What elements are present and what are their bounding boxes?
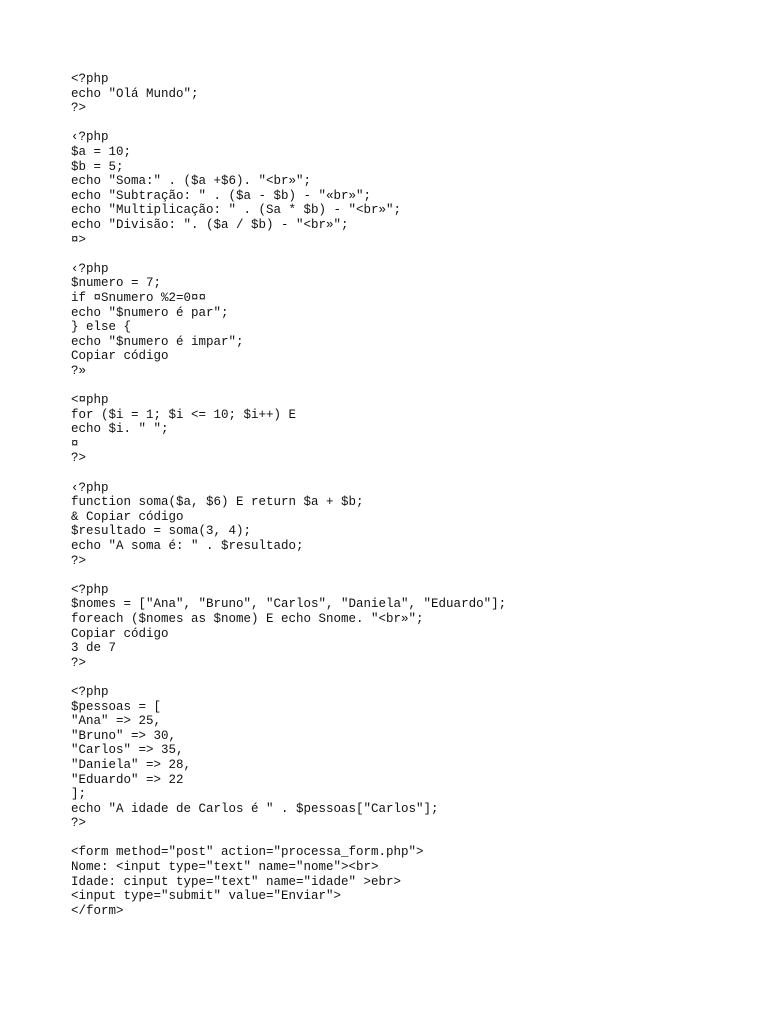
- code-line: $nomes = ["Ana", "Bruno", "Carlos", "Daniela", "Eduardo"];: [71, 597, 507, 612]
- code-listing: [71, 72, 751, 933]
- code-line: echo "Multiplicação: " . (Sa * $b) - "<br»";: [71, 203, 402, 218]
- code-block: [71, 262, 751, 379]
- code-line: ?>: [71, 101, 87, 116]
- code-block: [71, 481, 751, 569]
- code-line: $a = 10;: [71, 144, 132, 159]
- code-line: if ¤Snumero %2=0¤¤: [71, 290, 207, 305]
- code-line: Nome: <input type="text" name="nome"><br>: [71, 860, 379, 875]
- code-line: "Eduardo" => 22: [71, 772, 184, 787]
- code-line: & Copiar código: [71, 509, 184, 524]
- code-line: $b = 5;: [71, 159, 124, 174]
- code-line: echo $i. " ";: [71, 422, 169, 437]
- code-line: 3 de 7: [71, 641, 117, 656]
- code-line: echo "$numero é impar";: [71, 334, 244, 349]
- code-line: <form method="post" action="processa_form.php">: [71, 845, 424, 860]
- code-line: $resultado = soma(3, 4);: [71, 524, 252, 539]
- code-line: echo "A soma é: " . $resultado;: [71, 539, 304, 553]
- code-line: </form>: [71, 903, 124, 918]
- code-line: $pessoas = [: [71, 699, 162, 714]
- code-line: ?>: [71, 553, 87, 568]
- code-line: ‹?php: [71, 261, 109, 276]
- code-block: [71, 583, 751, 671]
- code-line: Copiar código: [71, 626, 169, 641]
- code-line: "Daniela" => 28,: [71, 757, 192, 772]
- code-line: echo "Subtração: " . ($a - $b) - "«br»";: [71, 188, 372, 203]
- code-line: <?php: [71, 582, 109, 597]
- code-line: ?>: [71, 816, 87, 831]
- code-line: echo "Olá Mundo";: [71, 86, 199, 101]
- code-line: "Ana" => 25,: [71, 714, 162, 729]
- code-line: function soma($a, $6) E return $a + $b;: [71, 495, 364, 510]
- code-line: echo "$numero é par";: [71, 305, 229, 320]
- code-line: } else {: [71, 320, 132, 335]
- code-line: <¤php: [71, 393, 109, 408]
- code-line: <?php: [71, 684, 109, 699]
- code-line: echo "Divisão: ". ($a / $b) - "<br»";: [71, 217, 349, 232]
- code-block: [71, 845, 751, 918]
- code-line: ?>: [71, 451, 87, 466]
- code-line: $numero = 7;: [71, 276, 162, 291]
- code-block: [71, 393, 751, 466]
- code-line: <?php: [71, 72, 109, 86]
- code-line: ‹?php: [71, 480, 109, 495]
- code-block: [71, 130, 751, 247]
- code-line: foreach ($nomes as $nome) E echo Snome. "<br»";: [71, 611, 424, 626]
- code-line: echo "Soma:" . ($a +$6). "<br»";: [71, 174, 312, 189]
- code-line: ?>: [71, 655, 87, 670]
- code-line: ?»: [71, 363, 87, 378]
- code-line: <input type="submit" value="Enviar">: [71, 889, 342, 904]
- code-line: for ($i = 1; $i <= 10; $i++) E: [71, 407, 297, 422]
- code-block: [71, 72, 751, 116]
- code-line: "Carlos" => 35,: [71, 743, 184, 758]
- code-line: ¤>: [71, 232, 87, 247]
- code-line: ‹?php: [71, 130, 109, 145]
- code-line: echo "A idade de Carlos é " . $pessoas["Carlos"];: [71, 801, 439, 816]
- code-block: [71, 685, 751, 831]
- code-line: ];: [71, 787, 87, 802]
- code-line: "Bruno" => 30,: [71, 728, 177, 743]
- code-line: Idade: cinput type="text" name="idade" >ebr>: [71, 874, 402, 889]
- code-line: ¤: [71, 436, 79, 451]
- code-line: Copiar código: [71, 349, 169, 364]
